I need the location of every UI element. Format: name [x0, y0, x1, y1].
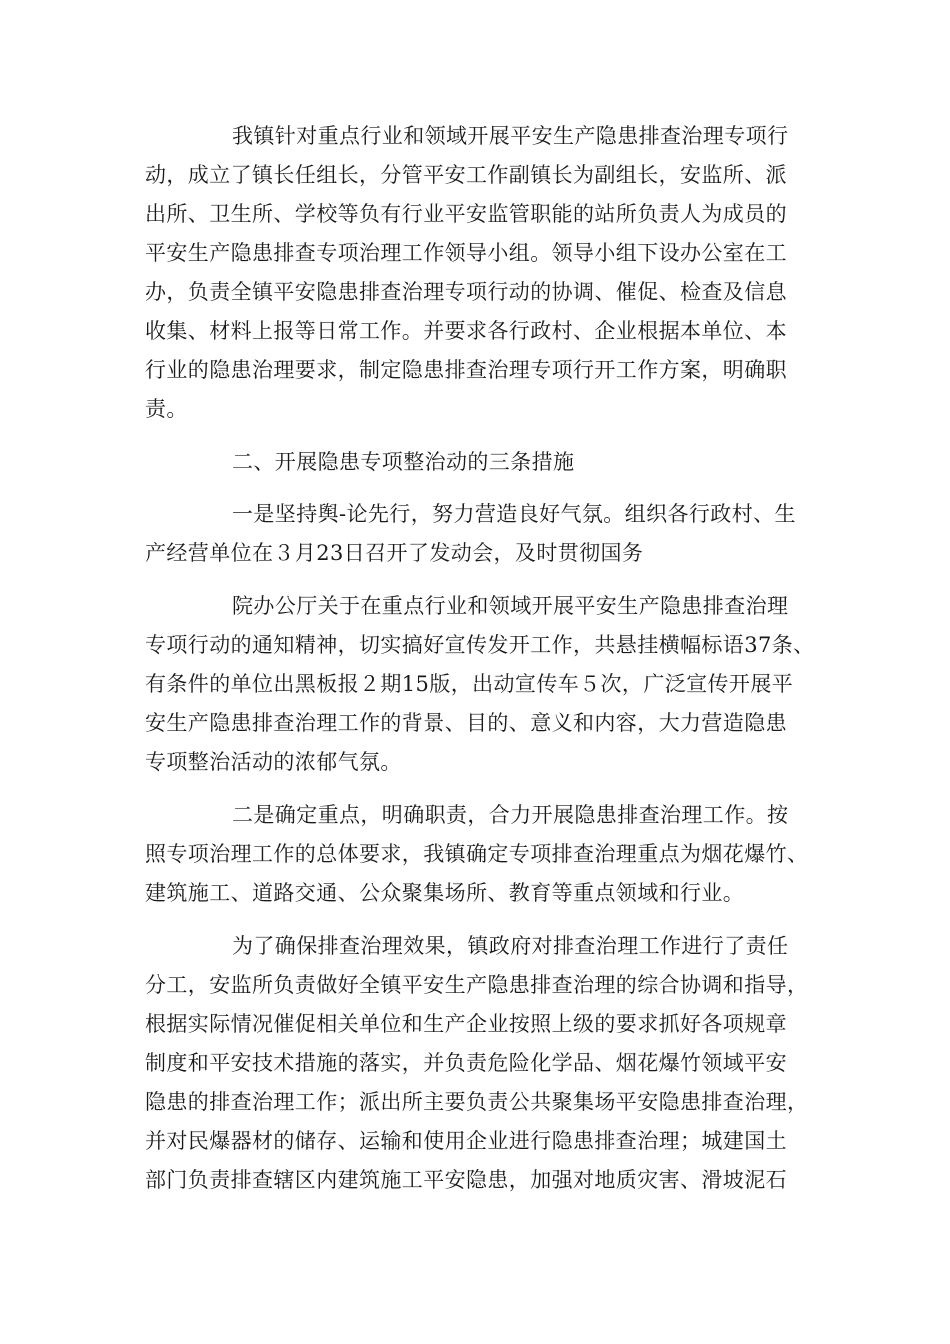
text-line: 安生产隐患排查治理工作的背景、目的、意义和内容，大力营造隐患: [145, 711, 787, 735]
text-line: 分工，安监所负责做好全镇平安生产隐患排查治理的综合协调和指导，: [145, 973, 809, 997]
text-line: 平安生产隐患排查专项治理工作领导小组。领导小组下设办公室在工: [145, 241, 787, 265]
text-line: 行业的隐患治理要求，制定隐患排查治理专项行开工作方案，明确职: [145, 358, 787, 382]
text-line: 隐患的排查治理工作；派出所主要负责公共聚集场平安隐患排查治理，: [145, 1090, 809, 1114]
text-line: 动，成立了镇长任组长，分管平安工作副镇长为副组长，安监所、派: [145, 163, 787, 187]
text-line: 责。: [145, 397, 188, 421]
text-line: 有条件的单位出黑板报２期15版，出动宣传车５次，广泛宣传开展平: [145, 672, 794, 696]
text-line: 院办公厅关于在重点行业和领域开展平安生产隐患排查治理: [232, 594, 789, 618]
text-line: 专项整治活动的浓郁气氛。: [145, 750, 402, 774]
text-line: 出所、卫生所、学校等负有行业平安监管职能的站所负责人为成员的: [145, 202, 787, 226]
text-line: 我镇针对重点行业和领域开展平安生产隐患排查治理专项行: [232, 124, 789, 148]
text-line: 并对民爆器材的储存、运输和使用企业进行隐患排查治理；城建国土: [145, 1129, 787, 1153]
text-line: 建筑施工、道路交通、公众聚集场所、教育等重点领域和行业。: [145, 881, 745, 905]
text-line: 产经营单位在３月23日召开了发动会，及时贯彻国务: [145, 541, 644, 565]
text-line: 专项行动的通知精神，切实搞好宣传发开工作，共悬挂横幅标语37条、: [145, 633, 815, 657]
text-line: 办，负责全镇平安隐患排查治理专项行动的协调、催促、检查及信息: [145, 280, 787, 304]
section-heading: 二、开展隐患专项整治动的三条措施: [232, 450, 575, 474]
text-line: 制度和平安技术措施的落实，并负责危险化学品、烟花爆竹领域平安: [145, 1051, 787, 1075]
text-line: 为了确保排查治理效果，镇政府对排查治理工作进行了责任: [232, 934, 789, 958]
text-line: 照专项治理工作的总体要求，我镇确定专项排查治理重点为烟花爆竹、: [145, 842, 809, 866]
text-line: 二是确定重点，明确职责，合力开展隐患排查治理工作。按: [232, 803, 789, 827]
text-line: 根据实际情况催促相关单位和生产企业按照上级的要求抓好各项规章: [145, 1012, 787, 1036]
text-line: 一是坚持舆-论先行，努力营造良好气氛。组织各行政村、生: [232, 502, 796, 526]
text-line: 收集、材料上报等日常工作。并要求各行政村、企业根据本单位、本: [145, 319, 787, 343]
text-line: 部门负责排查辖区内建筑施工平安隐患，加强对地质灾害、滑坡泥石: [145, 1168, 787, 1192]
